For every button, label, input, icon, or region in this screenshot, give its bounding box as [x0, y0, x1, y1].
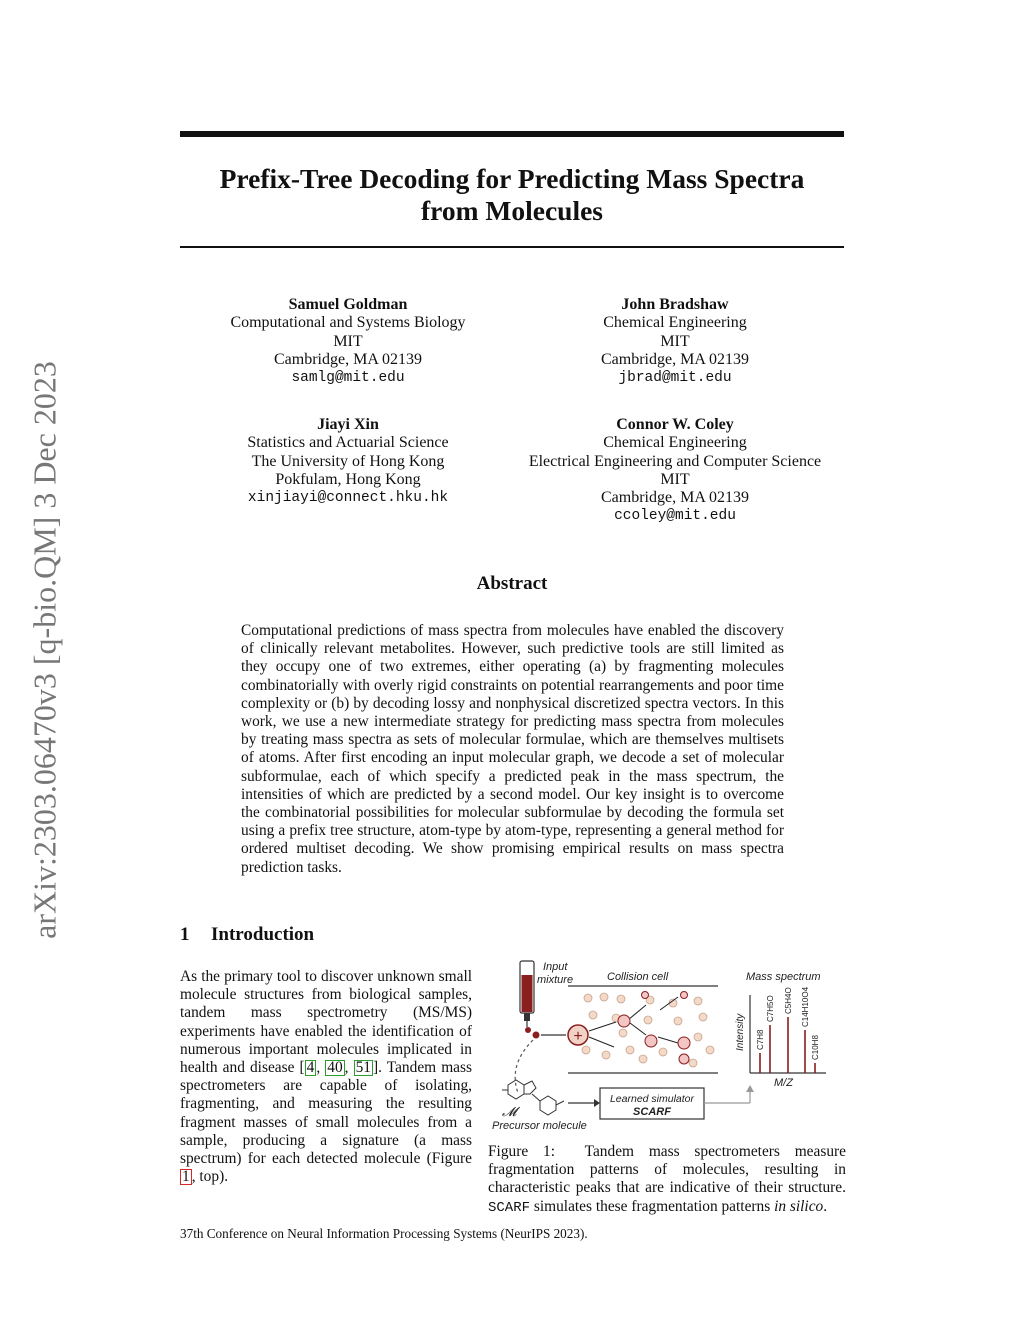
- conference-footnote: 37th Conference on Neural Information Processing Systems (NeurIPS 2023).: [180, 1226, 588, 1241]
- svg-text:+: +: [573, 1028, 583, 1045]
- peak-formula-label: C5H4O: [784, 987, 793, 1014]
- author-affiliation: Cambridge, MA 02139: [601, 350, 749, 368]
- peak-formula-label: C7H8: [756, 1029, 765, 1050]
- section-number: 1: [180, 924, 190, 945]
- peak-formula-label: C10H8: [811, 1035, 820, 1060]
- author-affiliation: Computational and Systems Biology: [230, 314, 466, 332]
- author-affiliation: Pokfulam, Hong Kong: [275, 470, 421, 488]
- citation-link[interactable]: 40: [327, 1059, 343, 1077]
- figure-1: [488, 955, 848, 1135]
- author-affiliation: MIT: [660, 332, 690, 350]
- intensity-axis-label: Intensity: [735, 1013, 746, 1051]
- collision-cell-label: Collision cell: [607, 971, 669, 983]
- input-mixture-label: Input: [543, 961, 568, 973]
- peak-formula-label: C14H10O4: [801, 986, 810, 1027]
- author-affiliation: Cambridge, MA 02139: [274, 350, 422, 368]
- author-email[interactable]: ccoley@mit.edu: [614, 508, 736, 525]
- figure-caption: Figure 1: Tandem mass spectrometers measure fragmentation patterns of molecules, resulting in characteristic peaks that are indicative of their structure. SCARF simulates these fragmentation patterns in silico.: [488, 1143, 846, 1216]
- arxiv-id: arXiv:2303.06470v3 [q-bio.QM] 3 Dec 2023: [26, 361, 63, 939]
- molecule-symbol: 𝓜: [502, 1104, 517, 1119]
- author-affiliation: MIT: [333, 332, 363, 350]
- fragmentation-arrows: [589, 997, 678, 1047]
- precursor-molecule-label: Precursor molecule: [492, 1120, 587, 1132]
- abstract-heading: Abstract: [476, 573, 548, 594]
- author-block-4: [505, 416, 845, 526]
- spectrum-peaks: [756, 986, 820, 1073]
- section-title: Introduction: [211, 924, 315, 945]
- abstract-body: Computational predictions of mass spectra from molecules have enabled the discovery of clinically relevant metabolites. However, such predictive tools are still limited as they occupy one of two extremes, either operating (a) by fragmenting molecules combinatorially with overly rigid constraints on potential rearrangements and poor time complexity or (b) by decoding lossy and nonphysical discretized spectra vectors. In this work, we use a new intermediate strategy for predicting mass spectra from molecules by treating mass spectra as sets of molecular formulae, which are themselves multisets of atoms. After first encoding an input molecular graph, we decode a set of molecular subformulae, each of which specify a predicted peak in the mass spectrum, the intensities of which are predicted by a second model. Our key insight is to overcome the combinatorial possibilities for molecular subformulae by decoding the formula set using a prefix tree structure, atom-type by atom-type, representing a general method for ordered multiset decoding. We show promising empirical results on mass spectra prediction tasks.: [241, 622, 784, 876]
- section-heading: [180, 924, 314, 946]
- author-affiliation: Electrical Engineering and Computer Science: [528, 452, 822, 470]
- citation-link[interactable]: 4: [306, 1059, 315, 1077]
- citation-link[interactable]: 51: [355, 1059, 371, 1077]
- mz-axis-label: M/Z: [774, 1077, 793, 1089]
- author-name: Jiayi Xin: [317, 416, 379, 433]
- author-block-3: [218, 416, 478, 507]
- author-block-1: [218, 296, 478, 387]
- figure-reference-link[interactable]: 1: [182, 1168, 190, 1186]
- author-affiliation: The University of Hong Kong: [251, 452, 445, 470]
- author-affiliation: Cambridge, MA 02139: [601, 489, 749, 507]
- peak-formula-label: C7H5O: [766, 995, 775, 1022]
- learned-simulator-label: Learned simulator: [609, 1093, 695, 1105]
- syringe-icon: [520, 961, 534, 1027]
- gas-particles: [582, 993, 714, 1067]
- paper-title: Prefix-Tree Decoding for Predicting Mass Spectra from Molecules: [219, 163, 805, 226]
- input-mixture-label: mixture: [537, 974, 574, 986]
- author-name: Connor W. Coley: [616, 416, 734, 433]
- author-name: John Bradshaw: [621, 296, 729, 313]
- title-rule-top: [180, 131, 844, 137]
- author-email[interactable]: xinjiayi@connect.hku.hk: [247, 490, 449, 507]
- author-affiliation: Statistics and Actuarial Science: [247, 434, 449, 452]
- author-affiliation: MIT: [660, 470, 690, 488]
- intro-paragraph: As the primary tool to discover unknown small molecule structures from biological samples, tandem mass spectrometry (MS/MS) experiments have enabled the identification of numerous important molecules implicated in health and disease [ 4 , 40 , 51 ]. Tandem mass spectrometers are capable of isolating, fragmenting, and measuring the resulting fragment masses of small molecules from a sample, producing a signature (a mass spectrum) for each detected molecule (Figure 1 , top).: [180, 968, 472, 1186]
- scarf-label: SCARF: [633, 1106, 671, 1118]
- author-email[interactable]: samlg@mit.edu: [291, 370, 405, 387]
- mass-spectrum-label: Mass spectrum: [746, 971, 821, 983]
- author-affiliation: Chemical Engineering: [603, 434, 747, 452]
- author-affiliation: Chemical Engineering: [603, 314, 747, 332]
- author-block-2: [545, 296, 805, 387]
- author-email[interactable]: jbrad@mit.edu: [618, 370, 732, 387]
- author-name: Samuel Goldman: [288, 296, 408, 313]
- title-rule-bottom: [180, 246, 844, 248]
